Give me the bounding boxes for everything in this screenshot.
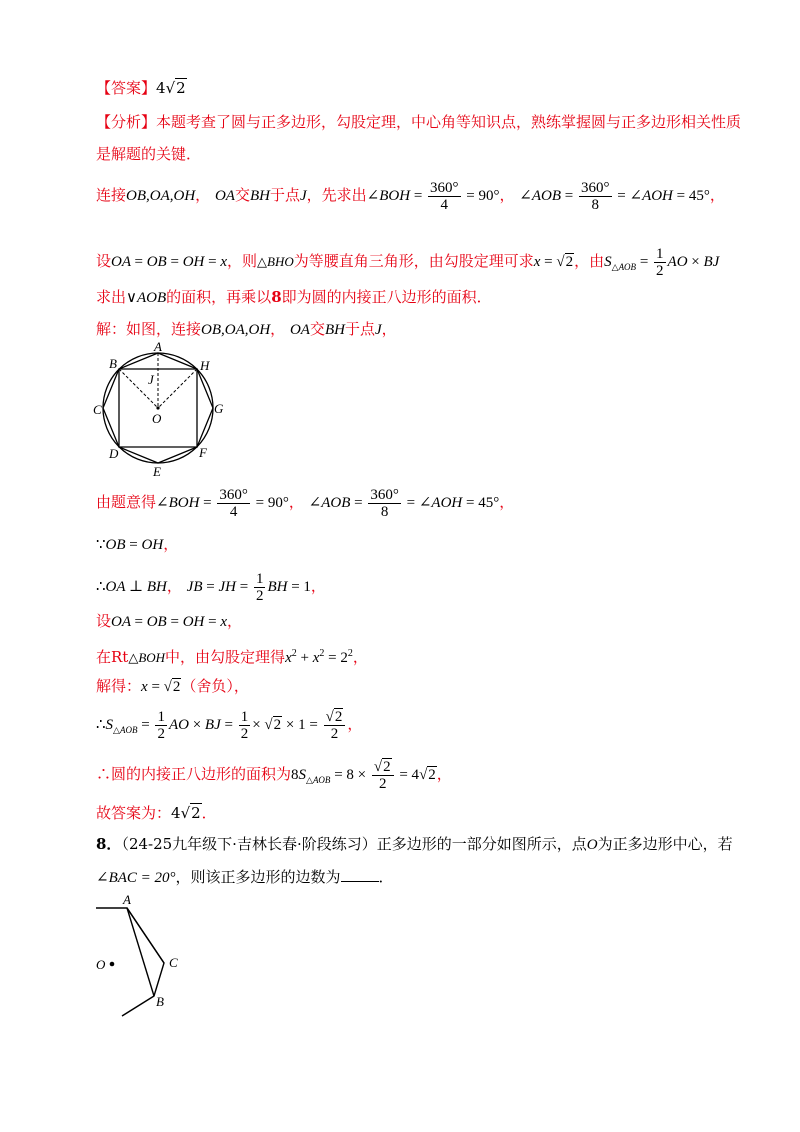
- analysis-line-1: [96, 111, 741, 133]
- solution-let: 设: [96, 612, 112, 630]
- fig2-label-o: O: [96, 957, 106, 972]
- solution-final: 故答案为：: [96, 804, 172, 822]
- analysis-let-eq: OA = OB = OH = x: [111, 254, 227, 270]
- solution-pythag: $x^2 + x^2 = 2^2$: [285, 648, 353, 666]
- solution-therefore-2: ∴: [96, 715, 106, 733]
- solution-jiao: 交: [309, 320, 325, 338]
- polygon-figure: [92, 893, 202, 1023]
- fig1-label-c: C: [93, 402, 102, 417]
- analysis-jiao: 交: [234, 186, 250, 204]
- fig1-label-a: A: [154, 340, 162, 354]
- solution-let-eq: OA = OB = OH = x: [111, 614, 227, 630]
- analysis-bh: BH: [249, 188, 270, 204]
- solution-solve: 解得：: [96, 677, 142, 695]
- solution-angle-boh: ∠BOH = $\frac{360^\circ}{4}$ = 90°: [156, 487, 289, 521]
- fig1-label-g: G: [214, 401, 224, 416]
- solution-because: ∵: [96, 535, 106, 553]
- solution-octagon-calc: $8S_{\triangle AOB} = 8$ × $\frac{√2}{2}$ = 4√2: [291, 759, 436, 793]
- solution-octagon-area: ∴圆的内接正八边形的面积为: [96, 765, 292, 783]
- analysis-find-area: 求出: [96, 288, 127, 306]
- solution-j: J: [374, 322, 382, 338]
- fig2-label-a: A: [123, 893, 131, 907]
- fig1-label-h: H: [200, 358, 210, 373]
- solution-perp: OA ⊥ BH: [105, 579, 167, 595]
- analysis-j: J: [299, 188, 307, 204]
- solution-at-point: 于点: [344, 320, 375, 338]
- answer-value: 4√2: [156, 79, 186, 97]
- analysis-angle-boh: ∠BOH = $\frac{360^\circ}{4}$ = 90°: [366, 180, 500, 214]
- question-source: （24-25九年级下·吉林长春·阶段练习）: [121, 835, 377, 853]
- solution-x: x = √2: [141, 679, 181, 695]
- analysis-x-val: x = √2: [533, 254, 574, 270]
- solution-ob-oh: OB = OH: [105, 537, 164, 553]
- analysis-line-2: [96, 143, 201, 165]
- fig2-label-b: B: [156, 994, 164, 1009]
- analysis-triangle: △BHO: [257, 254, 294, 269]
- solution-line-8: $\therefore S_{\triangle AOB}$ = $\frac{1}{2}$ AO × BJ = $\frac{1}{2}$ × √2 × 1 = $\frac{√2}{2}$ ，: [96, 709, 363, 743]
- solution-oa: OA: [289, 322, 310, 338]
- question-angle: ∠BAC = 20°: [96, 870, 176, 886]
- analysis-area-formula: $S_{\triangle AOB}$ = $\frac{1}{2}$ AO × BJ: [604, 246, 720, 280]
- analysis-line-3: 连接OB,OA,OH， OA交BH于点J，先求出∠BOH = $\frac{360^\circ}{4}$ = 90°， ∠AOB = $\frac{360^\circ}{8}$ = ∠AOH = 45°，: [96, 180, 725, 214]
- fig1-label-e: E: [153, 464, 161, 479]
- question-line-2: [96, 866, 394, 889]
- solution-line-2: 由题意得∠BOH = $\frac{360^\circ}{4}$ = 90°， ∠AOB = $\frac{360^\circ}{8}$ = ∠AOH = 45°，: [96, 487, 515, 521]
- analysis-text-2: 是解题的关键．: [96, 145, 202, 163]
- analysis-connect-items: OB,OA,OH: [126, 188, 196, 204]
- solution-in-rt: 在Rt: [96, 648, 129, 666]
- solution-angle-aob: ∠AOB = $\frac{360^\circ}{8}$ = ∠AOH = 45°: [308, 487, 500, 521]
- fig1-label-j: J: [148, 372, 154, 387]
- analysis-eight: 8: [271, 288, 282, 306]
- fig1-label-f: F: [199, 445, 207, 460]
- solution-line-4: ∴OA ⊥ BH， JB = JH = $\frac{1}{2}$ BH = 1，: [96, 571, 326, 605]
- analysis-area-rest: 的面积，再乘以: [166, 288, 272, 306]
- solution-items: OB,OA,OH: [201, 322, 271, 338]
- analysis-line-4: [96, 243, 719, 285]
- solution-from-title: 由题意得: [96, 493, 157, 511]
- question-text-1: 正多边形的一部分如图所示，点: [376, 835, 587, 853]
- solution-line-5: 设OA = OB = OH = x，: [96, 612, 243, 630]
- solution-area-calc: $S_{\triangle AOB}$ = $\frac{1}{2}$ AO × BJ = $\frac{1}{2}$ × √2 × 1 = $\frac{√2}{2}$: [106, 717, 348, 733]
- solution-final-value: 4√2: [171, 804, 201, 822]
- analysis-oa: OA: [214, 188, 235, 204]
- solution-label: 解：如图，连接: [96, 320, 202, 338]
- analysis-then: ，则: [227, 252, 258, 270]
- fig1-label-d: D: [109, 446, 119, 461]
- solution-in-rt2: 中，由勾股定理得: [165, 648, 286, 666]
- analysis-at-point: 于点: [269, 186, 300, 204]
- answer-line: [96, 77, 187, 99]
- analysis-aob: ∨AOB: [126, 290, 167, 306]
- question-end: ．: [378, 868, 394, 886]
- fig1-label-o: O: [152, 411, 162, 426]
- analysis-area-end: 即为圆的内接正八边形的面积．: [281, 288, 492, 306]
- solution-rt-triangle: △BOH: [128, 650, 166, 665]
- analysis-is-isosceles: 为等腰直角三角形，由勾股定理可求: [293, 252, 534, 270]
- analysis-let: 设: [96, 252, 112, 270]
- solution-therefore-1: ∴: [96, 577, 106, 595]
- question-text-2: 为正多边形中心，若: [597, 835, 733, 853]
- octagon-figure: [92, 340, 242, 480]
- question-text-3: ，则该正多边形的边数为: [175, 868, 341, 886]
- analysis-first-find: ，先求出: [306, 186, 367, 204]
- analysis-text-1: 本题考查了圆与正多边形，勾股定理，中心角等知识点，熟练掌握圆与正多边形相关性质: [156, 113, 742, 131]
- solution-line-9: ∴圆的内接正八边形的面积为$8S_{\triangle AOB} = 8$ × $\frac{√2}{2}$ = 4√2，: [96, 759, 452, 793]
- question-number: 8．: [96, 835, 122, 853]
- question-o: O: [586, 837, 598, 853]
- solution-line-3: ∵OB = OH，: [96, 535, 179, 553]
- solution-jb-jh: JB = JH = $\frac{1}{2}$ BH = 1: [186, 571, 311, 605]
- solution-line-1: 解：如图，连接OB,OA,OH， OA交BH于点J，: [96, 320, 397, 338]
- analysis-angle-aob: ∠AOB = $\frac{360^\circ}{8}$ = ∠AOH = 45°: [519, 180, 710, 214]
- question-line-1: [96, 833, 733, 856]
- analysis-line-5: [96, 286, 492, 309]
- analysis-label: 【分析】: [96, 113, 157, 131]
- answer-label: 【答案】: [96, 79, 157, 97]
- fig1-label-b: B: [109, 356, 117, 371]
- solution-line-6: 在Rt△BOH中，由勾股定理得$x^2 + x^2 = 2^2$，: [96, 648, 368, 666]
- solution-line-7: 解得：x = √2（舍负），: [96, 677, 249, 695]
- solution-discard: （舍负）: [181, 677, 234, 695]
- solution-line-10: 故答案为：4√2．: [96, 804, 217, 822]
- fig2-label-c: C: [169, 955, 178, 970]
- answer-blank[interactable]: [341, 867, 379, 882]
- analysis-from: ，由: [574, 252, 605, 270]
- solution-bh: BH: [324, 322, 345, 338]
- analysis-connect: 连接: [96, 186, 127, 204]
